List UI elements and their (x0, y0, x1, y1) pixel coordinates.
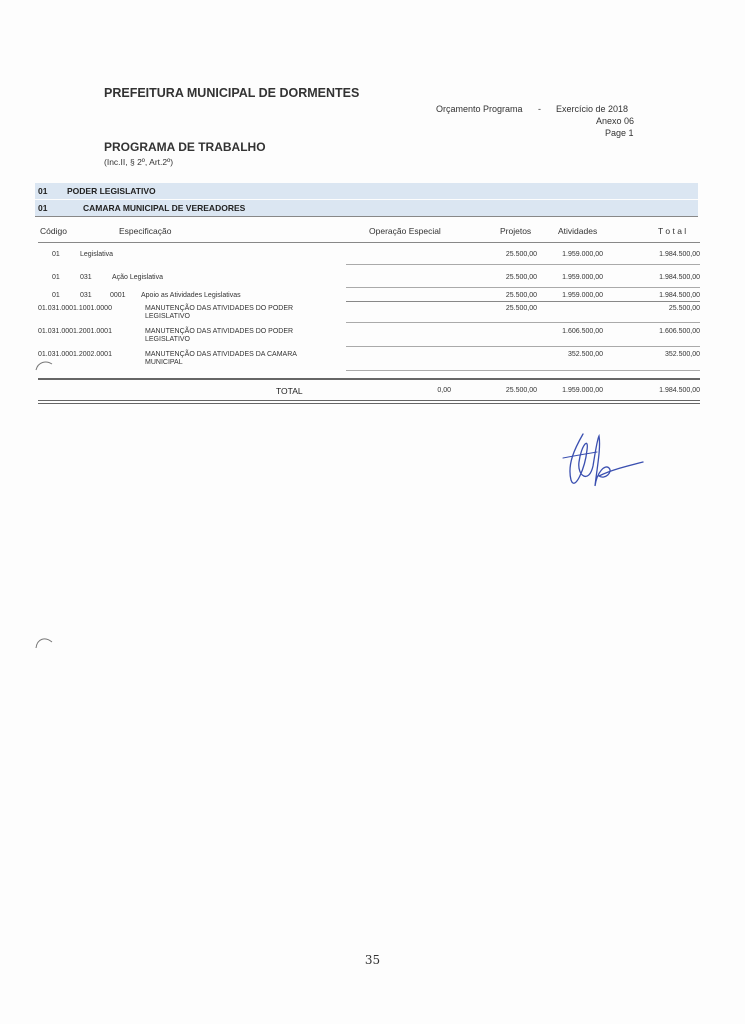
total-projetos: 25.500,00 (505, 387, 537, 394)
row-code: 01.031.0001.1001.0000 (38, 305, 112, 312)
row-projetos: 25.500,00 (505, 292, 537, 299)
page-label: Page 1 (605, 128, 634, 138)
row-description: MANUTENÇÃO DAS ATIVIDADES DO PODER LEGISLATIVO (145, 305, 294, 320)
signature-mark (555, 428, 650, 496)
row-subfunction: 031 (80, 292, 92, 299)
total-label: TOTAL (276, 386, 303, 396)
col-especificacao: Especificação (119, 226, 172, 236)
page-number: 35 (364, 953, 381, 967)
row-description: MANUTENÇÃO DAS ATIVIDADES DA CAMARA MUNICIPAL (145, 351, 297, 366)
annex-label: Anexo 06 (596, 116, 635, 126)
total-total: 1.984.500,00 (659, 387, 700, 394)
row-rule (346, 370, 700, 371)
totals-rule-bottom-1 (38, 400, 700, 401)
row-rule (346, 322, 700, 323)
row-total: 1.984.500,00 (659, 274, 700, 281)
punch-hole-mark (34, 634, 54, 650)
total-atividades: 1.959.000,00 (562, 387, 603, 394)
row-projetos: 25.500,00 (505, 274, 537, 281)
band-label: PODER LEGISLATIVO (67, 186, 156, 196)
row-rule (346, 287, 700, 288)
row-total: 1.984.500,00 (659, 292, 700, 299)
row-code: 01.031.0001.2002.0001 (38, 351, 112, 358)
band-camara-municipal (35, 200, 698, 216)
row-projetos: 25.500,00 (505, 305, 537, 312)
total-operacao: 0,00 (437, 387, 451, 394)
row-atividades: 1.606.500,00 (562, 328, 603, 335)
doc-type: Orçamento Programa (436, 104, 523, 114)
org-name: PREFEITURA MUNICIPAL DE DORMENTES (104, 86, 360, 100)
row-rule (346, 264, 700, 265)
row-description: Ação Legislativa (112, 274, 163, 281)
band-poder-legislativo (35, 183, 698, 199)
header-separator: - (538, 104, 541, 114)
row-total: 352.500,00 (664, 351, 700, 358)
row-subfunction: 031 (80, 274, 92, 281)
col-operacao-especial: Operação Especial (369, 226, 441, 236)
totals-rule-top (38, 378, 700, 380)
row-description: Legislativa (80, 251, 114, 258)
band-divider (35, 216, 698, 217)
row-program: 0001 (110, 292, 126, 299)
row-atividades: 1.959.000,00 (562, 274, 603, 281)
row-code: 01 (52, 292, 60, 299)
band-code: 01 (38, 186, 48, 196)
row-code: 01 (52, 251, 60, 258)
row-total: 1.984.500,00 (659, 251, 700, 258)
punch-hole-mark (34, 358, 54, 372)
col-atividades: Atividades (558, 226, 598, 236)
row-total: 1.606.500,00 (659, 328, 700, 335)
col-total: T o t a l (658, 226, 687, 236)
row-description: Apoio as Atividades Legislativas (141, 292, 241, 299)
band-label: CAMARA MUNICIPAL DE VEREADORES (83, 203, 246, 213)
row-description: MANUTENÇÃO DAS ATIVIDADES DO PODER LEGISLATIVO (145, 328, 294, 343)
row-atividades: 1.959.000,00 (562, 292, 603, 299)
row-total: 25.500,00 (668, 305, 700, 312)
row-atividades: 352.500,00 (567, 351, 603, 358)
program-subtitle: (Inc.II, § 2º, Art.2º) (104, 157, 174, 167)
totals-rule-bottom-2 (38, 403, 700, 404)
band-code: 01 (38, 203, 48, 213)
row-atividades: 1.959.000,00 (562, 251, 603, 258)
col-projetos: Projetos (500, 226, 532, 236)
col-codigo: Código (40, 226, 67, 236)
header-rule (38, 242, 700, 243)
program-title: PROGRAMA DE TRABALHO (104, 140, 266, 154)
row-rule (346, 346, 700, 347)
row-projetos: 25.500,00 (505, 251, 537, 258)
exercise-year: Exercício de 2018 (556, 104, 629, 114)
row-code: 01.031.0001.2001.0001 (38, 328, 112, 335)
row-rule (346, 301, 700, 302)
row-code: 01 (52, 274, 60, 281)
